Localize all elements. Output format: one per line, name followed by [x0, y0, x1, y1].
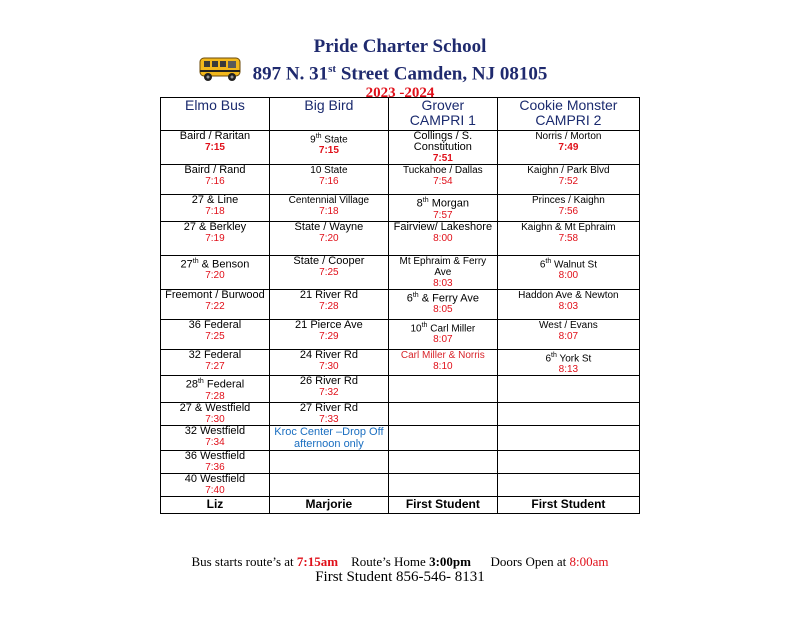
- stop-pre: 9: [310, 134, 316, 146]
- stop-time: 7:18: [205, 206, 225, 217]
- doors-label: Doors Open at: [490, 554, 570, 569]
- schedule-body: [161, 131, 640, 497]
- table-row: [161, 319, 640, 349]
- schedule-cell: [161, 195, 270, 222]
- schedule-cell: [269, 450, 388, 473]
- address-post: Street Camden, NJ 08105: [336, 63, 548, 85]
- school-name: Pride Charter School: [313, 36, 487, 57]
- stop-time: 7:58: [558, 232, 579, 244]
- school-address: [0, 58, 800, 85]
- stop-name: Carl Miller & Norris: [400, 349, 485, 361]
- stop-time: 7:28: [319, 300, 339, 312]
- stop-post: Morgan: [428, 197, 469, 210]
- col-header-big-bird: [269, 98, 388, 131]
- header-row: [161, 98, 640, 131]
- col-title: Big Bird: [304, 97, 354, 113]
- table-row: [161, 195, 640, 222]
- stop-name: 27 & Berkley: [183, 220, 247, 233]
- stop-time: 7:15: [204, 142, 225, 153]
- col-header-cookie-monster: [497, 98, 639, 131]
- stop-sup: th: [421, 321, 428, 329]
- schedule-cell: [161, 425, 270, 450]
- col-header-grover: [388, 98, 497, 131]
- schedule-cell: [497, 450, 639, 473]
- stop-time: 7:54: [433, 176, 453, 187]
- stop-pre: 6: [539, 258, 546, 270]
- stop-time: 7:19: [205, 232, 225, 244]
- schedule-cell: [161, 473, 270, 496]
- stop-post: State: [321, 134, 348, 146]
- stop-sup: th: [197, 377, 204, 385]
- stop-time: 8:13: [558, 363, 579, 375]
- table-row: [161, 450, 640, 473]
- stop-name: [500, 350, 637, 364]
- stop-time: 8:07: [558, 330, 579, 342]
- stop-time: 8:03: [433, 277, 453, 289]
- stop-time: 7:30: [205, 413, 225, 425]
- table-row: [161, 289, 640, 319]
- stop-name: 27 & Line: [191, 194, 239, 206]
- stop-time: 7:56: [558, 206, 579, 217]
- stop-name: 32 Westfield: [184, 424, 246, 437]
- col-subtitle: CAMPRI 2: [535, 112, 602, 128]
- schedule-cell: [497, 289, 639, 319]
- stop-name: Kaighn & Mt Ephraim: [521, 221, 616, 233]
- stop-name: [163, 376, 267, 391]
- stop-time: 7:33: [319, 413, 339, 425]
- stop-pre: 6: [406, 292, 413, 305]
- stop-post: York St: [556, 352, 592, 364]
- table-row: [161, 402, 640, 425]
- stop-time: 7:20: [205, 270, 225, 282]
- stop-time: 7:15: [318, 145, 339, 157]
- stop-time: 7:25: [205, 330, 225, 342]
- col-title: Cookie Monster: [519, 97, 618, 113]
- schedule-cell: [269, 402, 388, 425]
- stop-name: [391, 290, 495, 305]
- table-row: [161, 425, 640, 450]
- driver-name: Liz: [161, 496, 270, 513]
- stop-time: 7:16: [319, 176, 339, 187]
- stop-time: 7:25: [319, 266, 339, 278]
- schedule-cell: [388, 195, 497, 222]
- schedule-cell: [497, 319, 639, 349]
- table-row: [161, 375, 640, 402]
- stop-sup: th: [422, 197, 429, 204]
- footer-contact: First Student 856-546- 8131: [315, 569, 485, 585]
- stop-time: 7:22: [205, 300, 225, 312]
- driver-name: Marjorie: [269, 496, 388, 513]
- stop-name: Baird / Rand: [184, 164, 246, 176]
- address-sup: st: [328, 63, 337, 75]
- schedule-cell: [269, 195, 388, 222]
- stop-name: 27 River Rd: [299, 401, 358, 414]
- schedule-cell: [388, 402, 497, 425]
- schedule-cell: [497, 255, 639, 289]
- schedule-cell: [497, 221, 639, 255]
- stop-post: Federal: [203, 378, 245, 391]
- stop-name: Fairview/ Lakeshore: [393, 220, 493, 233]
- starts-time: 7:15am: [296, 554, 339, 569]
- stop-name: Collings / S. Constitution: [413, 130, 473, 153]
- driver-row: [161, 496, 640, 513]
- stop-post: & Benson: [198, 258, 250, 271]
- stop-name: State / Wayne: [294, 220, 364, 233]
- stop-sup: th: [545, 257, 552, 265]
- header: [0, 36, 800, 102]
- stop-time: 7:36: [205, 461, 225, 473]
- stop-pre: 6: [545, 352, 552, 364]
- stop-time: 7:51: [432, 153, 453, 164]
- stop-post: Carl Miller: [427, 322, 476, 334]
- stop-time: 7:18: [319, 206, 339, 217]
- bus-schedule-table: [160, 97, 640, 514]
- schedule-cell: [269, 255, 388, 289]
- stop-post: & Ferry Ave: [418, 292, 479, 305]
- schedule-cell: [497, 402, 639, 425]
- stop-time: 8:07: [433, 333, 453, 345]
- stop-time: 7:52: [558, 176, 579, 187]
- schedule-cell: [497, 375, 639, 402]
- stop-pre: 8: [416, 197, 423, 210]
- stop-sup: th: [551, 351, 557, 359]
- stop-name: Tuckahoe / Dallas: [403, 165, 483, 176]
- stop-sup: th: [412, 291, 419, 299]
- stop-time: 7:34: [205, 436, 225, 448]
- schedule-cell: [161, 255, 270, 289]
- doors-time: 8:00am: [569, 554, 609, 569]
- address-pre: 897 N. 31: [252, 63, 329, 85]
- col-title: Grover: [421, 97, 465, 113]
- schedule-cell: [388, 473, 497, 496]
- stop-name: Princes / Kaighn: [531, 195, 605, 206]
- stop-name: [500, 256, 637, 270]
- schedule-cell: [161, 450, 270, 473]
- schedule-cell: [269, 289, 388, 319]
- schedule-cell: [269, 319, 388, 349]
- schedule-cell: [388, 165, 497, 195]
- stop-name: Centennial Village: [288, 195, 370, 206]
- stop-name: 36 Federal: [188, 318, 242, 331]
- stop-time: 7:49: [558, 142, 579, 153]
- col-header-elmo: [161, 98, 270, 131]
- table-row: [161, 221, 640, 255]
- stop-name: 40 Westfield: [184, 472, 246, 485]
- stop-time: 7:29: [319, 330, 339, 342]
- stop-time: 7:28: [205, 390, 225, 402]
- schedule-cell: [497, 165, 639, 195]
- schedule-cell: [497, 131, 639, 165]
- stop-post: Walnut St: [551, 258, 597, 270]
- stop-time: 7:27: [205, 360, 225, 372]
- schedule-cell: [269, 165, 388, 195]
- schedule-cell: [388, 349, 497, 375]
- table-row: [161, 165, 640, 195]
- school-bus-icon: [197, 54, 245, 84]
- schedule-cell: [161, 375, 270, 402]
- driver-name: First Student: [388, 496, 497, 513]
- schedule-cell: [269, 349, 388, 375]
- stop-time: 7:16: [205, 176, 225, 187]
- stop-name: Mt Ephraim & Ferry Ave: [399, 255, 487, 278]
- schedule-cell: [497, 195, 639, 222]
- table-row: [161, 349, 640, 375]
- stop-name: Baird / Raritan: [179, 130, 251, 142]
- schedule-cell: [388, 131, 497, 165]
- schedule-cell: [269, 131, 388, 165]
- stop-time: 7:57: [433, 209, 453, 221]
- stop-sup: th: [315, 133, 322, 140]
- stop-name: [272, 131, 386, 145]
- stop-time: 7:30: [319, 360, 339, 372]
- stop-time: 8:03: [558, 300, 579, 312]
- schedule-cell: [161, 349, 270, 375]
- schedule-cell: [388, 375, 497, 402]
- schedule-cell: [388, 221, 497, 255]
- schedule-cell: [388, 255, 497, 289]
- schedule-cell: [388, 450, 497, 473]
- stop-time: 8:05: [433, 304, 453, 316]
- stop-pre: 28: [185, 378, 198, 391]
- schedule-cell: [269, 473, 388, 496]
- stop-name: State / Cooper: [293, 254, 365, 267]
- schedule-cell: [269, 221, 388, 255]
- schedule-cell: [497, 425, 639, 450]
- schedule-cell: [161, 319, 270, 349]
- stop-name: Haddon Ave & Newton: [518, 289, 619, 301]
- table-row: [161, 131, 640, 165]
- stop-name: Kaighn / Park Blvd: [527, 165, 610, 176]
- col-subtitle: CAMPRI 1: [409, 112, 476, 128]
- stop-name: 32 Federal: [188, 348, 242, 361]
- schedule-cell: [161, 221, 270, 255]
- stop-time: 8:00: [558, 269, 579, 281]
- schedule-cell: [497, 473, 639, 496]
- schedule-cell: [161, 165, 270, 195]
- stop-name: [391, 195, 495, 210]
- home-time: 3:00pm: [429, 554, 471, 569]
- cell-note: Kroc Center –Drop Off afternoon only: [274, 425, 384, 450]
- stop-name: West / Evans: [539, 319, 598, 331]
- stop-name: Norris / Morton: [535, 131, 602, 142]
- table-row: [161, 473, 640, 496]
- stop-name: 21 Pierce Ave: [295, 318, 363, 331]
- footer-times: [0, 554, 800, 570]
- table-row: [161, 255, 640, 289]
- stop-time: 7:32: [319, 386, 339, 398]
- col-title: Elmo Bus: [184, 97, 245, 113]
- school-year: 2023 -2024: [365, 85, 435, 102]
- schedule-cell: [269, 375, 388, 402]
- starts-label: Bus starts route’s at: [191, 554, 297, 569]
- stop-name: 10 State: [310, 165, 348, 176]
- schedule-cell: [388, 289, 497, 319]
- schedule-cell: [161, 402, 270, 425]
- stop-name: 21 River Rd: [299, 288, 358, 301]
- stop-time: 7:20: [319, 232, 339, 244]
- stop-name: [391, 320, 495, 334]
- stop-name: 26 River Rd: [299, 374, 358, 387]
- home-label: Route’s Home: [351, 554, 430, 569]
- stop-name: Freemont / Burwood: [165, 288, 265, 301]
- stop-time: 8:00: [433, 232, 453, 244]
- schedule-cell: [388, 425, 497, 450]
- schedule-cell: [497, 349, 639, 375]
- stop-time: 7:40: [205, 484, 225, 496]
- stop-sup: th: [192, 257, 199, 265]
- driver-name: First Student: [497, 496, 639, 513]
- schedule-cell: [388, 319, 497, 349]
- schedule-cell: [161, 289, 270, 319]
- stop-pre: 10: [410, 322, 422, 334]
- stop-name: [163, 256, 267, 271]
- schedule-cell: [269, 425, 388, 450]
- schedule-cell: [161, 131, 270, 165]
- stop-name: 36 Westfield: [184, 449, 246, 462]
- stop-name: 27 & Westfield: [179, 401, 251, 414]
- stop-pre: 27: [180, 258, 193, 271]
- stop-name: 24 River Rd: [299, 348, 358, 361]
- stop-time: 8:10: [433, 360, 453, 372]
